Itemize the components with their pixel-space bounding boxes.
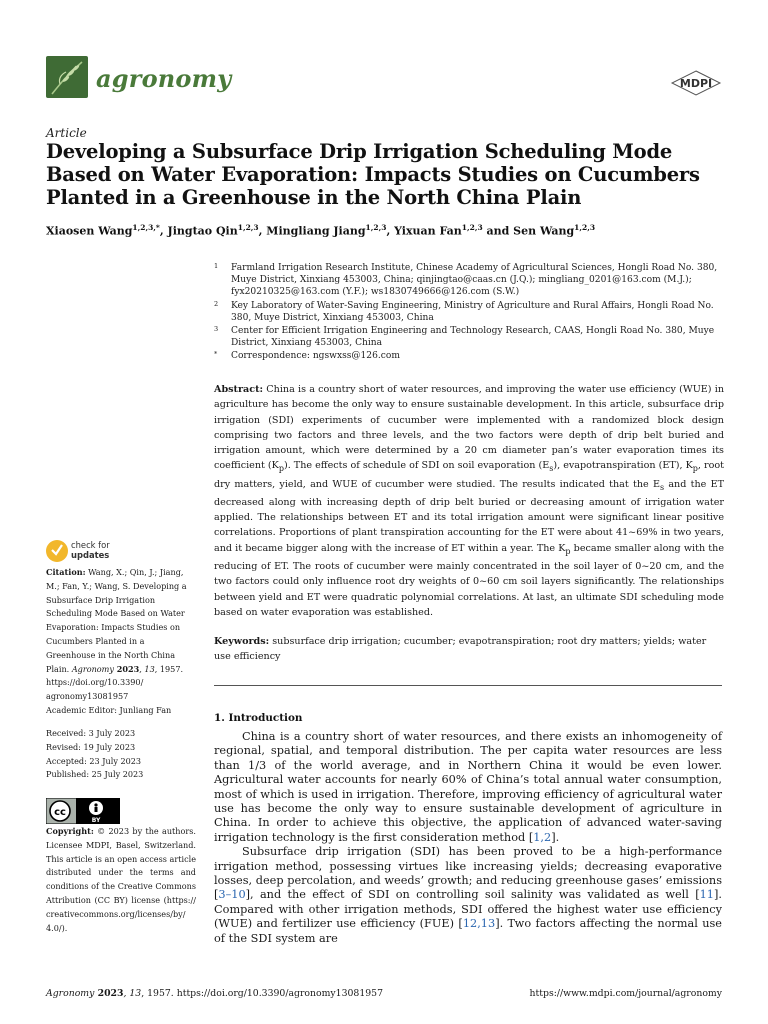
article-type: Article xyxy=(46,126,87,140)
revised-date: Revised: 19 July 2023 xyxy=(46,741,136,752)
affiliation-item: 2 Key Laboratory of Water-Saving Engineering, Ministry of Agriculture and Rural Affairs, Hongli Road No. 380, Muye District, Xinxiang 453003, China xyxy=(214,299,714,323)
received-date: Received: 3 July 2023 xyxy=(46,728,136,738)
reference-link[interactable]: 12,13 xyxy=(462,917,496,931)
wheat-leaf-icon xyxy=(46,56,88,98)
affiliation-item: * Correspondence: ngswxss@126.com xyxy=(214,350,400,362)
author-affiliation: 1,2,3 xyxy=(365,223,387,232)
checkmark-icon xyxy=(51,543,63,557)
author-name: Yixuan Fan xyxy=(394,224,462,238)
citation-block: Citation: Wang, X.; Qin, J.; Jiang, M.; Fan, Y.; Wang, S. Developing a Subsurface Drip Irrigation Scheduling Mode Based on Water Evaporation: Impacts Studies on Cucumbers Planted in a Greenhouse in the North China Plain. Agronomy 2023, 13, 1957. https://doi.org/10.3390/ agronomy13081957 xyxy=(46,567,187,702)
check-for-updates-button[interactable]: check for updates xyxy=(46,540,126,564)
accepted-date: Accepted: 23 July 2023 xyxy=(46,755,142,766)
publication-dates xyxy=(46,727,196,782)
paper-title: Developing a Subsurface Drip Irrigation Scheduling Mode Based on Water Evaporation: Impacts Studies on Cucumbers Planted in a Greenhouse in the North China Plain xyxy=(46,140,700,209)
mdpi-logo xyxy=(670,70,722,96)
reference-link[interactable]: 1,2 xyxy=(533,830,552,844)
author-name: Jingtao Qin xyxy=(167,224,238,238)
svg-text:BY: BY xyxy=(91,817,101,824)
academic-editor: Academic Editor: Junliang Fan xyxy=(46,705,172,715)
author-affiliation: 1,2,3 xyxy=(461,223,483,232)
reference-link[interactable]: 3–10 xyxy=(218,888,246,902)
abstract-label: Abstract: xyxy=(214,384,264,395)
author-list: Xiaosen Wang$^{1,2,3,*}$, Jingtao Qin$^{1,2,3}$, Mingliang Jiang$^{1,2,3}$, Yixuan Fan$^{1,2,3}$ and Sen Wang$^{1,2,3}$ xyxy=(46,223,596,238)
svg-text:cc: cc xyxy=(54,807,66,818)
footer-citation: Agronomy 2023, 13, 1957. https://doi.org/10.3390/agronomy13081957 xyxy=(46,988,383,999)
keywords-label: Keywords: xyxy=(214,636,270,647)
journal-header xyxy=(46,56,722,106)
affiliation-item: 3 Center for Efficient Irrigation Engineering and Technology Research, CAAS, Hongli Road No. 380, Muye District, Xinxiang 453003, China xyxy=(214,325,715,349)
author-name: Xiaosen Wang xyxy=(46,224,133,238)
journal-url-link[interactable]: https://www.mdpi.com/journal/agronomy xyxy=(529,988,722,999)
author-affiliation: 1,2,3 xyxy=(237,223,259,232)
author-affiliation: 1,2,3,* xyxy=(132,223,160,232)
introduction-body xyxy=(214,730,722,946)
keywords: Keywords: subsurface drip irrigation; cucumber; evapotranspiration; root dry matters; yields; water use efficiency xyxy=(214,636,707,663)
paragraph: Subsurface drip irrigation (SDI) has been proved to be a high-performance irrigation method, possessing virtues like increasing yields; decreasing evaporative losses, deep percolation, and weeds’ growth; and reducing greenhouse gases’ emissions [3–10], and the effect of SDI on controlling soil salinity was validated as well [11]. Compared with other irrigation methods, SDI offered the highest water use efficiency (WUE) and fertilizer use efficiency (FUE) [12,13]. Two factors affecting the normal use of the SDI system are xyxy=(214,845,722,945)
author-name: Mingliang Jiang xyxy=(266,224,366,238)
copyright-notice: Copyright: © 2023 by the authors. Licensee MDPI, Basel, Switzerland. This article is an open access article distributed under the terms and conditions of the Creative Commons Attribution (CC BY) license (https:// creativecommons.org/licenses/by/ 4.0/). xyxy=(46,826,196,933)
affiliations xyxy=(214,262,730,364)
abstract: Abstract: China is a country short of water resources, and improving the water use efficiency (WUE) in agriculture has become the only way to ensure sustainable development. In this article, subsurface drip irrigation (SDI) experiments of cucumber were implemented with a randomized block design comprising two factors and three levels, and the two factors were depth of drip belt buried and irrigation amount, which were determined by a 20 cm diameter pan’s water evaporation times its coefficient $(K_p)$. The effects of schedule of SDI on soil evaporation $(E_s)$, evapotranspiration (ET), $K_p$, root dry matters, yield, and WUE of cucumber were studied. The results indicated that the $E_s$ and the ET decreased along with increasing depth of drip belt buried or decreasing amount of irrigation water applied. The relationships between ET and its total irrigation amount were significant linear positive correlations. Proportions of plant transpiration accounting for the ET were about 41~69% in two years, and it became bigger along with the increase of ET within a year. The $K_p$ became smaller along with the reducing of ET. The roots of cucumber were mainly concentrated in the soil layer of 0~20 cm, and the two factors could only influence root dry weights of 0~60 cm soil layers significantly. The relationships between yield and ET were quadratic polynomial correlations. At last, an ultimate SDI scheduling mode based on water evaporation was established. xyxy=(214,384,725,618)
section-heading-introduction: 1. Introduction xyxy=(214,712,303,724)
reference-link[interactable]: 11 xyxy=(699,888,714,902)
journal-name: agronomy xyxy=(96,64,232,93)
paragraph: China is a country short of water resources, and there exists an inhomogeneity of regional, spatial, and temporal distribution. The per capita water resources are less than 1/3 of the world average, and in Northern China it would be even lower. Agricultural water accounts for nearly 60% of China’s total annual water consumption, most of which is used in irrigation. Therefore, improving efficiency of agricultural water use has become the only way to ensure sustainable development of agriculture in China. In order to achieve this objective, the application of advanced water-saving irrigation technology is the first consideration method [1,2]. xyxy=(214,730,722,844)
publisher-name: MDPI xyxy=(679,77,713,90)
cc-by-license-icon[interactable] xyxy=(46,798,120,824)
author-name: Sen Wang xyxy=(513,224,575,238)
author-affiliation: 1,2,3 xyxy=(574,223,596,232)
published-date: Published: 25 July 2023 xyxy=(46,769,144,780)
section-divider xyxy=(214,685,722,686)
affiliation-item: 1 Farmland Irrigation Research Institute, Chinese Academy of Agricultural Sciences, Hongli Road No. 380, Muye District, Xinxiang 453003, China; qinjingtao@caas.cn (J.Q.); mingliang_0201@163.com (M.J.); fyx20210325@163.com (Y.F.); ws1830749666@126.com (S.W.) xyxy=(214,262,718,298)
